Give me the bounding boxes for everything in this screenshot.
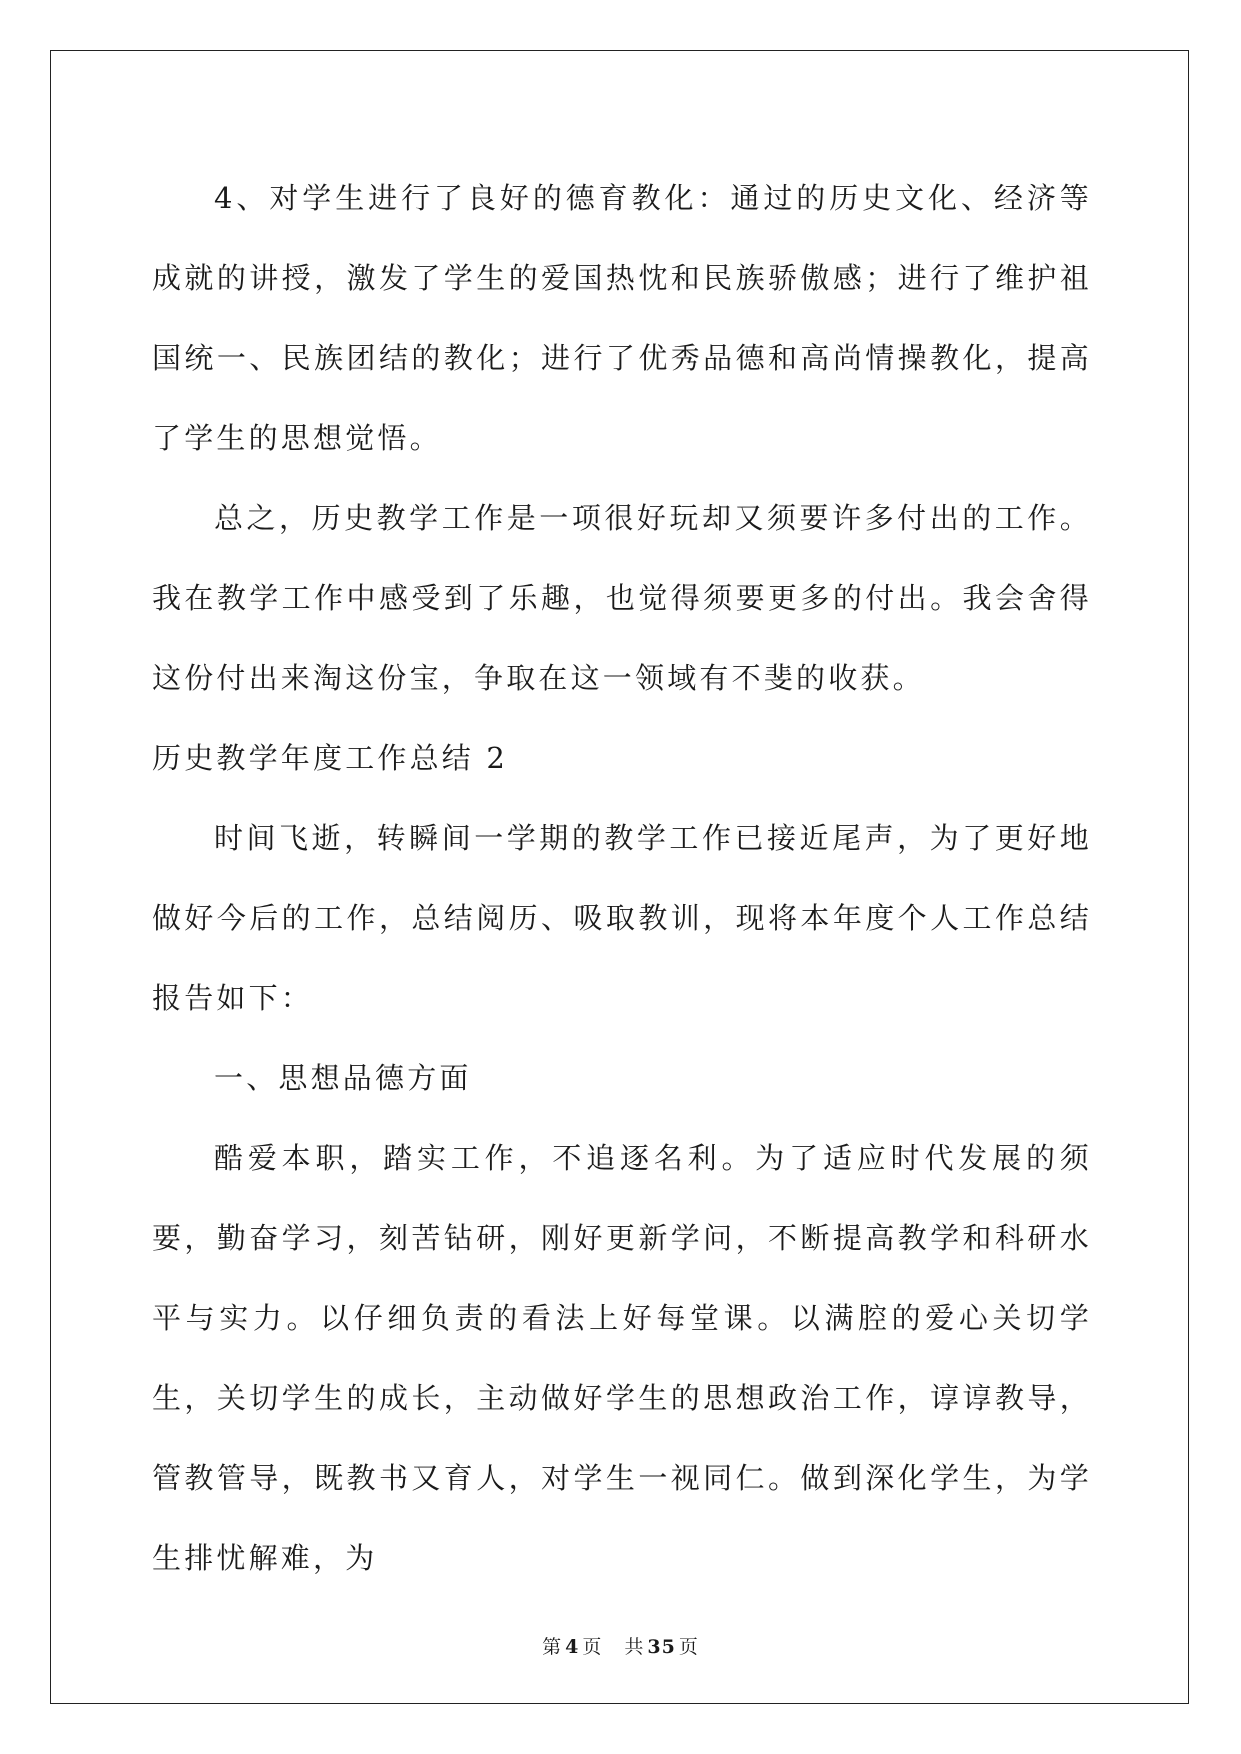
paragraph-ideology: 酷爱本职，踏实工作，不追逐名利。为了适应时代发展的须要，勤奋学习，刻苦钻研，刚好更新学问，不断提高教学和科研水平与实力。以仔细负责的看法上好每堂课。以满腔的爱心关切学生，关切学生的成长，主动做好学生的思想政治工作，谆谆教导，管教管导，既教书又育人，对学生一视同仁。做到深化学生，为学生排忧解难，为 xyxy=(152,1141,1092,1575)
section-title: 历史教学年度工作总结 2 xyxy=(152,741,509,775)
current-page-number: 4 xyxy=(565,1636,580,1658)
total-page-count: 35 xyxy=(647,1636,676,1658)
page-footer xyxy=(0,1632,1241,1659)
paragraph-conclusion: 总之，历史教学工作是一项很好玩却又须要许多付出的工作。我在教学工作中感受到了乐趣，也觉得须要更多的付出。我会舍得这份付出来淘这份宝，争取在这一领域有不斐的收获。 xyxy=(152,501,1092,695)
paragraph-introduction: 时间飞逝，转瞬间一学期的教学工作已接近尾声，为了更好地做好今后的工作，总结阅历、吸取教训，现将本年度个人工作总结报告如下： xyxy=(152,821,1092,1015)
page-prefix: 第 xyxy=(542,1636,563,1658)
subheading-ideology: 一、思想品德方面 xyxy=(214,1061,472,1095)
total-prefix: 共 xyxy=(624,1636,645,1658)
document-body xyxy=(152,158,1092,1598)
total-suffix: 页 xyxy=(678,1636,699,1658)
paragraph-moral-education: 4、对学生进行了良好的德育教化：通过的历史文化、经济等成就的讲授，激发了学生的爱国热忱和民族骄傲感；进行了维护祖国统一、民族团结的教化；进行了优秀品德和高尚情操教化，提高了学生的思想觉悟。 xyxy=(152,181,1092,455)
page-suffix: 页 xyxy=(582,1636,603,1658)
